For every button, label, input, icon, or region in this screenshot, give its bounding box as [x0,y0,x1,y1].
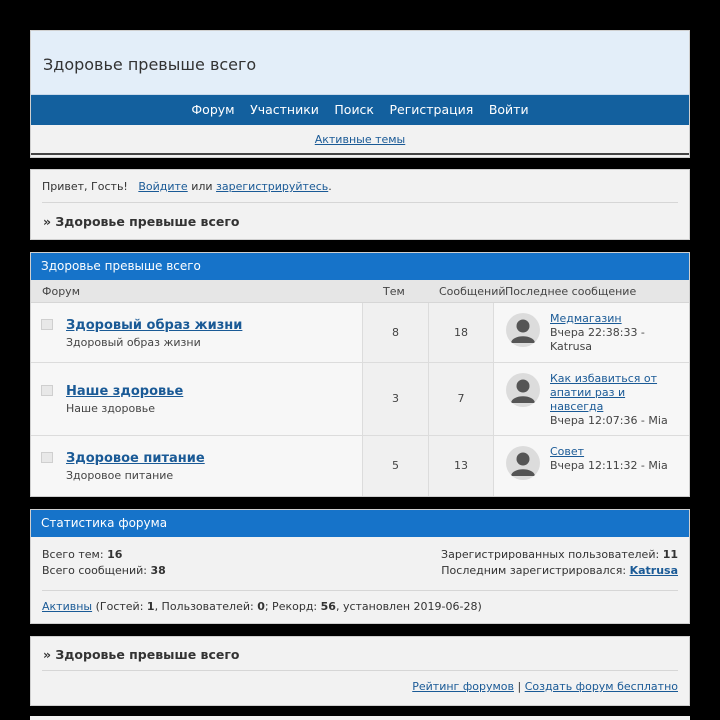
greeting-hello: Привет, Гость! [42,180,128,193]
last-post-link[interactable]: Совет [550,445,585,458]
forum-row [31,363,689,436]
stat-posts-label: Всего сообщений: [42,564,147,577]
guests-value: 1 [146,600,155,613]
avatar-icon[interactable] [506,313,540,347]
forum-info [31,303,362,362]
column-headers [31,280,689,303]
last-post-cell [493,303,691,362]
record-date: , установлен 2019-06-28) [335,600,482,613]
category-title[interactable]: Здоровье превыше всего [31,253,689,280]
title-bar [31,31,689,95]
last-post-meta: Вчера 12:11:32 - Mia [550,459,668,472]
create-forum-link[interactable]: Создать форум бесплатно [524,680,678,693]
users-online-value: 0 [257,600,265,613]
posts-count-cell [428,436,493,496]
users-online-label: , Пользователей: [154,600,258,613]
forum-row [31,303,689,363]
forum-category [30,252,690,497]
greeting-text [42,180,332,193]
posts-count: 13 [454,459,468,472]
greeting-panel [30,169,690,240]
topics-count-cell [362,303,428,362]
breadcrumb: » Здоровье превыше всего [43,214,240,229]
topics-count: 3 [392,392,399,405]
col-last: Последнее сообщение [505,285,637,298]
stat-last-reg-label: Последним зарегистрировался: [441,564,627,577]
active-users-link[interactable]: Активны [42,600,93,613]
online-info [42,600,482,613]
last-registered-user-link[interactable]: Katrusa [629,564,678,577]
forum-name-link[interactable]: Наше здоровье [66,384,184,399]
forum-stats [30,509,690,624]
stat-posts-value: 38 [150,564,166,577]
topics-count-cell [362,363,428,435]
last-post-cell [493,436,691,496]
divider [42,590,678,591]
record-label: ; Рекорд: [264,600,321,613]
forum-name-link[interactable]: Здоровый образ жизни [66,318,243,333]
forum-info [31,436,362,496]
topics-count: 5 [392,459,399,472]
nav-members[interactable]: Участники [250,102,319,117]
last-post-link[interactable]: Как избавиться от апатии раз и навсегда [550,372,658,413]
nav-forum[interactable]: Форум [191,102,235,117]
posts-count-cell [428,363,493,435]
nav-search[interactable]: Поиск [334,102,374,117]
forum-name-link[interactable]: Здоровое питание [66,451,205,466]
footer-breadcrumb: » Здоровье превыше всего [43,647,240,662]
forum-rating-link[interactable]: Рейтинг форумов [412,680,514,693]
forum-status-icon [41,452,53,463]
forum-status-icon [41,385,53,396]
forum-info [31,363,362,435]
stat-users [441,548,678,561]
stat-users-value: 11 [662,548,678,561]
forum-description: Здоровый образ жизни [66,336,201,349]
posts-count: 7 [457,392,465,405]
bottom-panel-edge [30,716,690,720]
topics-count: 8 [392,326,399,339]
posts-count: 18 [454,326,468,339]
login-link[interactable]: Войдите [138,180,188,193]
greeting-period: . [328,180,332,193]
nav-login[interactable]: Войти [488,102,529,117]
stat-last-registered [441,564,678,577]
forum-description: Наше здоровье [66,402,155,415]
col-forum: Форум [42,285,80,298]
main-nav [31,95,689,125]
guests-label: (Гостей: [92,600,147,613]
greeting-or: или [191,180,213,193]
avatar-icon[interactable] [506,373,540,407]
site-header [30,30,690,158]
col-topics: Тем [383,285,405,298]
site-title[interactable]: Здоровье превыше всего [43,55,257,74]
last-post-meta: Вчера 12:07:36 - Mia [550,414,668,427]
stat-topics-label: Всего тем: [42,548,104,561]
nav-register[interactable]: Регистрация [389,102,474,117]
footer-links [412,680,678,693]
sub-nav [31,125,689,155]
stats-title: Статистика форума [31,510,689,537]
stat-users-label: Зарегистрированных пользователей: [441,548,660,561]
forum-row [31,436,689,496]
topics-count-cell [362,436,428,496]
divider [42,202,678,203]
stat-posts [42,564,166,577]
stat-topics-value: 16 [107,548,123,561]
last-post-meta: Вчера 22:38:33 - Katrusa [550,326,645,353]
col-posts: Сообщений [439,285,506,298]
stat-topics [42,548,122,561]
record-value: 56 [320,600,336,613]
page-footer [30,636,690,706]
forum-description: Здоровое питание [66,469,174,482]
forum-status-icon [41,319,53,330]
divider [42,670,678,671]
last-post-link[interactable]: Медмагазин [550,312,622,325]
active-topics-link[interactable]: Активные темы [314,133,406,146]
footer-divider: | [517,680,522,693]
register-link[interactable]: зарегистрируйтесь [216,180,329,193]
last-post-cell [493,363,691,435]
posts-count-cell [428,303,493,362]
avatar-icon[interactable] [506,446,540,480]
